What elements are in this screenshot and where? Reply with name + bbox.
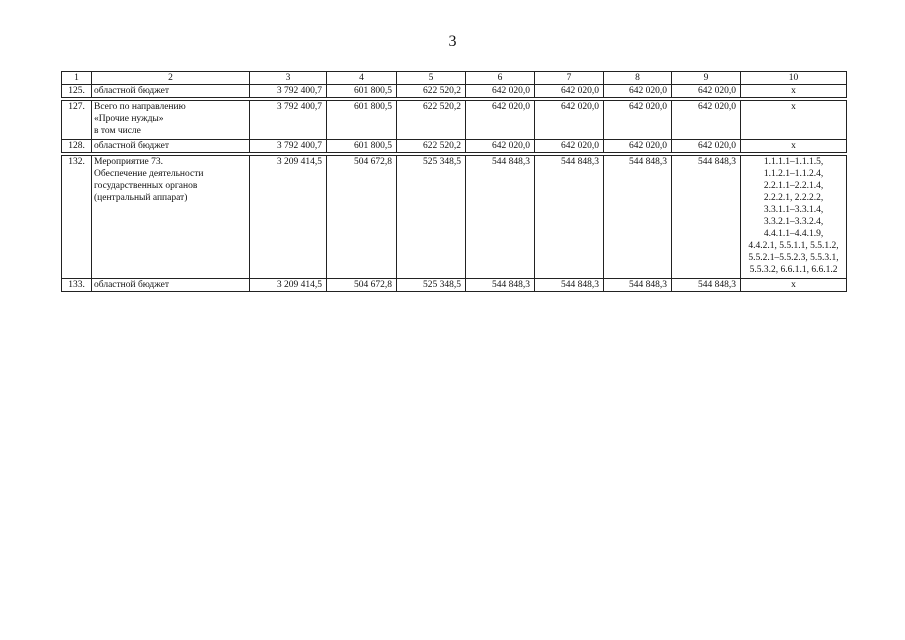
code-line: 4.4.2.1, 5.5.1.1, 5.5.1.2, [748,241,839,251]
value-cell: 544 848,3 [672,156,741,279]
value-cell: 601 800,5 [327,101,397,140]
column-header: 1 [62,72,92,85]
column-header: 5 [397,72,466,85]
budget-table [61,71,847,292]
column-header: 8 [604,72,672,85]
value-cell: 504 672,8 [327,156,397,279]
value-cell: 642 020,0 [672,140,741,153]
value-cell: 525 348,5 [397,156,466,279]
value-cell: 601 800,5 [327,85,397,98]
value-cell: 504 672,8 [327,279,397,292]
code-line: 1.1.2.1–1.1.2.4, [763,169,824,179]
value-cell: 601 800,5 [327,140,397,153]
row-number: 128. [62,140,92,153]
value-cell: 3 792 400,7 [250,140,327,153]
value-cell: 544 848,3 [604,156,672,279]
table-row [62,140,847,153]
value-cell: 642 020,0 [466,85,535,98]
row-name: Всего по направлению «Прочие нужды» в том числе [92,101,250,140]
table-row [62,101,847,140]
codes-cell: х [741,101,847,140]
row-number: 127. [62,101,92,140]
value-cell: 622 520,2 [397,140,466,153]
value-cell: 3 209 414,5 [250,156,327,279]
row-name: областной бюджет [92,279,250,292]
code-line: 3.3.1.1–3.3.1.4, [763,205,824,215]
value-cell: 642 020,0 [672,101,741,140]
value-cell: 3 792 400,7 [250,85,327,98]
budget-table-container [61,71,846,292]
value-cell: 3 209 414,5 [250,279,327,292]
code-line: 5.5.2.1–5.5.2.3, 5.5.3.1, [748,253,839,263]
value-cell: 544 848,3 [604,279,672,292]
value-cell: 544 848,3 [466,279,535,292]
column-header: 2 [92,72,250,85]
row-name: областной бюджет [92,85,250,98]
code-line: 1.1.1.1–1.1.1.5, [763,157,824,167]
table-row [62,156,847,279]
code-line: 2.2.1.1–2.2.1.4, [763,181,824,191]
value-cell: 3 792 400,7 [250,101,327,140]
column-header: 10 [741,72,847,85]
row-number: 125. [62,85,92,98]
value-cell: 544 848,3 [535,156,604,279]
value-cell: 642 020,0 [466,101,535,140]
code-line: 5.5.3.2, 6.6.1.1, 6.6.1.2 [749,265,838,275]
codes-cell: х [741,85,847,98]
value-cell: 642 020,0 [535,101,604,140]
code-line: 4.4.1.1–4.4.1.9, [763,229,824,239]
codes-cell: х [741,279,847,292]
value-cell: 642 020,0 [604,85,672,98]
column-header: 7 [535,72,604,85]
row-name: Мероприятие 73. Обеспечение деятельности государственных органов (центральный аппарат) [92,156,250,279]
column-header: 4 [327,72,397,85]
table-header-row [62,72,847,85]
value-cell: 642 020,0 [535,140,604,153]
value-cell: 642 020,0 [466,140,535,153]
column-header: 9 [672,72,741,85]
column-header: 3 [250,72,327,85]
page-number: 3 [448,33,457,50]
value-cell: 642 020,0 [604,140,672,153]
value-cell: 622 520,2 [397,101,466,140]
table-row [62,279,847,292]
value-cell: 642 020,0 [604,101,672,140]
code-line: 2.2.2.1, 2.2.2.2, [763,193,824,203]
row-number: 132. [62,156,92,279]
value-cell: 642 020,0 [672,85,741,98]
code-line: 3.3.2.1–3.3.2.4, [763,217,824,227]
value-cell: 525 348,5 [397,279,466,292]
table-row [62,85,847,98]
row-name: областной бюджет [92,140,250,153]
value-cell: 544 848,3 [535,279,604,292]
value-cell: 544 848,3 [466,156,535,279]
codes-cell [741,156,847,279]
value-cell: 642 020,0 [535,85,604,98]
value-cell: 622 520,2 [397,85,466,98]
column-header: 6 [466,72,535,85]
row-number: 133. [62,279,92,292]
value-cell: 544 848,3 [672,279,741,292]
codes-cell: х [741,140,847,153]
